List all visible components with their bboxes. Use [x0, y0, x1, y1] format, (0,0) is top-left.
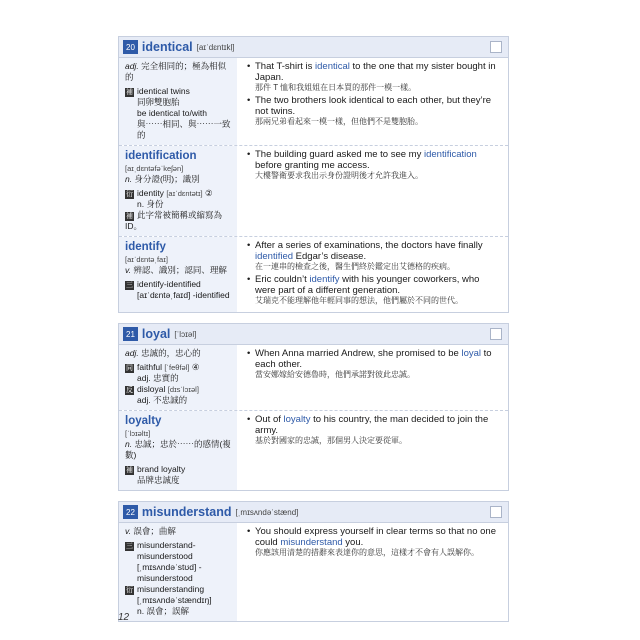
- part-of-speech: n.: [125, 174, 133, 184]
- example-english: [255, 95, 502, 117]
- level-marker: ②: [204, 188, 213, 198]
- example-translation: 那兩兄弟看起來一模一樣，但他們不是雙胞胎。: [255, 117, 423, 126]
- example-sentence: [247, 414, 502, 446]
- note-tag: 反: [126, 387, 133, 394]
- entry-number: 21: [123, 327, 138, 341]
- part-of-speech: v.: [125, 265, 131, 275]
- example-english: [255, 149, 502, 171]
- note-pronunciation: [aɪˈdɛntətɪ]: [166, 189, 203, 198]
- highlighted-word: loyalty: [283, 414, 311, 425]
- note-translation: 品牌忠誠度: [137, 475, 180, 485]
- note-translation: adj. 忠實的: [137, 373, 179, 383]
- note-continuation: be identical to/with: [137, 108, 207, 118]
- example-translation: 在一連串的檢查之後，醫生們終於鑑定出艾德格的疾病。: [255, 262, 455, 271]
- example-column: [237, 345, 508, 410]
- example-sentence: [247, 274, 502, 306]
- highlighted-word: identification: [423, 149, 477, 160]
- note-word: misunderstand-: [137, 540, 196, 550]
- headword: misunderstand: [141, 505, 232, 519]
- example-column: [237, 411, 508, 490]
- derived-pronunciation: [aɪˈdɛntəˌfaɪ]: [125, 255, 168, 264]
- note-pronunciation: [ˈfeθfəl]: [164, 363, 190, 372]
- entry-header: [119, 502, 508, 523]
- definition-column: [119, 345, 237, 410]
- sentence-part: you.: [342, 537, 364, 548]
- definition: [125, 348, 232, 359]
- review-checkbox[interactable]: [490, 328, 502, 340]
- entry-row: [119, 523, 508, 621]
- note-line: [125, 384, 232, 395]
- example-sentence: [247, 61, 502, 93]
- note-translation: adj. 不忠誠的: [137, 395, 188, 405]
- note-line: [125, 540, 232, 551]
- note-translation: 與⋯⋯相同、與⋯⋯一致的: [137, 119, 231, 140]
- example-english: [255, 61, 502, 83]
- part-of-speech: adj.: [125, 348, 139, 358]
- note-word: 此字常被簡稱或縮寫為 ID。: [125, 210, 223, 231]
- note-tag: 補: [126, 467, 133, 474]
- example-column: [237, 237, 508, 312]
- note-tag: 補: [126, 213, 133, 220]
- sentence-part: After a series of examinations, the doctors have finally: [255, 240, 483, 251]
- example-translation: 你應該用清楚的措辭來表達你的意思，這樣才不會有人誤解你。: [255, 548, 479, 557]
- highlighted-word: identified: [255, 251, 294, 262]
- note-pronunciation: [dɪsˈlɔɪəl]: [167, 385, 199, 394]
- sentence-part: That T-shirt is: [255, 61, 316, 72]
- highlighted-word: misunderstand: [280, 537, 343, 548]
- example-sentence: [247, 240, 502, 272]
- note-translation: n. 誤會；誤解: [137, 606, 189, 616]
- example-english: [255, 414, 502, 436]
- sentence-part: to each other.: [255, 348, 492, 370]
- entry-row: [119, 145, 508, 236]
- part-of-speech: adj.: [125, 61, 139, 71]
- entry-header: [119, 37, 508, 58]
- example-column: [237, 58, 508, 145]
- part-of-speech: v.: [125, 526, 131, 536]
- note-line: [125, 279, 232, 290]
- note-line: [125, 210, 232, 232]
- example-translation: 大樓警衛要求我出示身份證明後才允許我進入。: [255, 171, 423, 180]
- note-line: [125, 86, 232, 97]
- note-continuation: [aɪˈdɛntəˌfaɪd] -identified: [137, 290, 230, 300]
- note-line: [125, 362, 232, 373]
- derived-word: identify: [125, 241, 166, 253]
- example-translation: 基於對國家的忠誠，那個男人決定要從軍。: [255, 436, 407, 445]
- example-column: [237, 146, 508, 236]
- page-number: 12: [118, 612, 130, 623]
- headword-pronunciation: [aɪˈdɛntɪkḷ]: [196, 42, 235, 52]
- example-english: [255, 348, 502, 370]
- entry-row: [119, 58, 508, 145]
- derived-word: identification: [125, 150, 197, 162]
- example-translation: 那件 T 恤和我姐姐在日本買的那件一模一樣。: [255, 83, 417, 92]
- derived-word: loyalty: [125, 415, 162, 427]
- note-tag: 同: [126, 365, 133, 372]
- entry-header: [119, 324, 508, 345]
- note-word: faithful: [137, 362, 163, 372]
- definition-text: 辨認、識別；認同、理解: [133, 265, 227, 275]
- entry-row: [119, 410, 508, 490]
- definition-text: 完全相同的；極為相似的: [125, 61, 227, 82]
- definition: [125, 439, 232, 461]
- example-sentence: [247, 95, 502, 127]
- highlighted-word: loyal: [461, 348, 482, 359]
- definition: [125, 265, 232, 276]
- definition-column: [119, 237, 237, 312]
- review-checkbox[interactable]: [490, 41, 502, 53]
- headword-pronunciation: [ˌmɪsʌndəˈstænd]: [235, 507, 299, 517]
- headword-pronunciation: [ˈlɔɪəl]: [174, 329, 197, 339]
- definition-text: 身分證(明)；識別: [134, 174, 200, 184]
- note-continuation: misunderstood: [137, 551, 193, 561]
- note-tag: 衍: [126, 587, 133, 594]
- headword: loyal: [141, 327, 171, 341]
- note-tag: 補: [126, 89, 133, 96]
- note-tag: 衍: [126, 191, 133, 198]
- sentence-part: before granting me access.: [255, 160, 370, 171]
- note-line: [125, 188, 232, 199]
- sentence-part: Eric couldn’t: [255, 274, 310, 285]
- example-sentence: [247, 526, 502, 558]
- example-translation: 當安娜嫁給安德魯時，他們承諾對彼此忠誠。: [255, 370, 415, 379]
- definition-text: 忠誠；忠於⋯⋯的感情(複數): [125, 439, 231, 460]
- example-english: [255, 526, 502, 548]
- example-translation: 艾瑞克不能理解他年輕同事的想法，他們屬於不同的世代。: [255, 296, 463, 305]
- definition-column: [119, 411, 237, 490]
- sentence-part: Out of: [255, 414, 284, 425]
- dictionary-page: [118, 36, 509, 632]
- sentence-part: The building guard asked me to see my: [255, 149, 424, 160]
- example-column: [237, 523, 508, 621]
- derived-pronunciation: [aɪˌdɛntəfəˈkeʃən]: [125, 164, 184, 173]
- entry-box: [118, 501, 509, 622]
- note-line: [125, 584, 232, 595]
- definition-column: [119, 146, 237, 236]
- definition-text: 誤會；曲解: [133, 526, 176, 536]
- entry-number: 20: [123, 40, 138, 54]
- entry-row: [119, 236, 508, 312]
- example-sentence: [247, 348, 502, 380]
- sentence-part: to his country, the man decided to join the army.: [255, 414, 489, 436]
- definition: [125, 61, 232, 83]
- note-word: identical twins: [137, 86, 190, 96]
- note-word: brand loyalty: [137, 464, 186, 474]
- note-word: identity: [137, 188, 164, 198]
- entry-row: [119, 345, 508, 410]
- definition-column: [119, 58, 237, 145]
- note-line: [125, 464, 232, 475]
- note-word: disloyal: [137, 384, 166, 394]
- sentence-part: When Anna married Andrew, she promised to be: [255, 348, 462, 359]
- note-tag: 三: [126, 282, 133, 289]
- note-continuation: [ˌmɪsʌndəˈstʊd] -: [137, 562, 202, 572]
- definition: [125, 174, 232, 185]
- note-translation: n. 身份: [137, 199, 164, 209]
- entry-number: 22: [123, 505, 138, 519]
- definition-column: [119, 523, 237, 621]
- example-sentence: [247, 149, 502, 181]
- sentence-part: to the one that my sister bought in Japan.: [255, 61, 496, 83]
- definition-text: 忠誠的，忠心的: [141, 348, 201, 358]
- headword: identical: [141, 40, 193, 54]
- definition: [125, 526, 232, 537]
- highlighted-word: identical: [315, 61, 350, 72]
- note-continuation: misunderstood: [137, 573, 193, 583]
- note-word: identify-identified: [137, 279, 201, 289]
- example-english: [255, 240, 502, 262]
- sentence-part: with his younger coworkers, who were part of a different generation.: [255, 274, 480, 296]
- note-translation: 同卵雙胞胎: [137, 97, 180, 107]
- entry-box: [118, 323, 509, 491]
- sentence-part: Edgar’s disease.: [293, 251, 367, 262]
- derived-pronunciation: [ˈlɔɪəltɪ]: [125, 429, 151, 438]
- note-tag: 三: [126, 543, 133, 550]
- entry-box: [118, 36, 509, 313]
- sentence-part: You should express yourself in clear terms so that no one could: [255, 526, 496, 548]
- review-checkbox[interactable]: [490, 506, 502, 518]
- part-of-speech: n.: [125, 439, 133, 449]
- level-marker: ④: [191, 362, 200, 372]
- highlighted-word: identify: [309, 274, 340, 285]
- note-continuation: [ˌmɪsʌndəˈstændɪŋ]: [137, 595, 212, 605]
- example-english: [255, 274, 502, 296]
- note-word: misunderstanding: [137, 584, 205, 594]
- sentence-part: The two brothers look identical to each other, but they’re not twins.: [255, 95, 492, 117]
